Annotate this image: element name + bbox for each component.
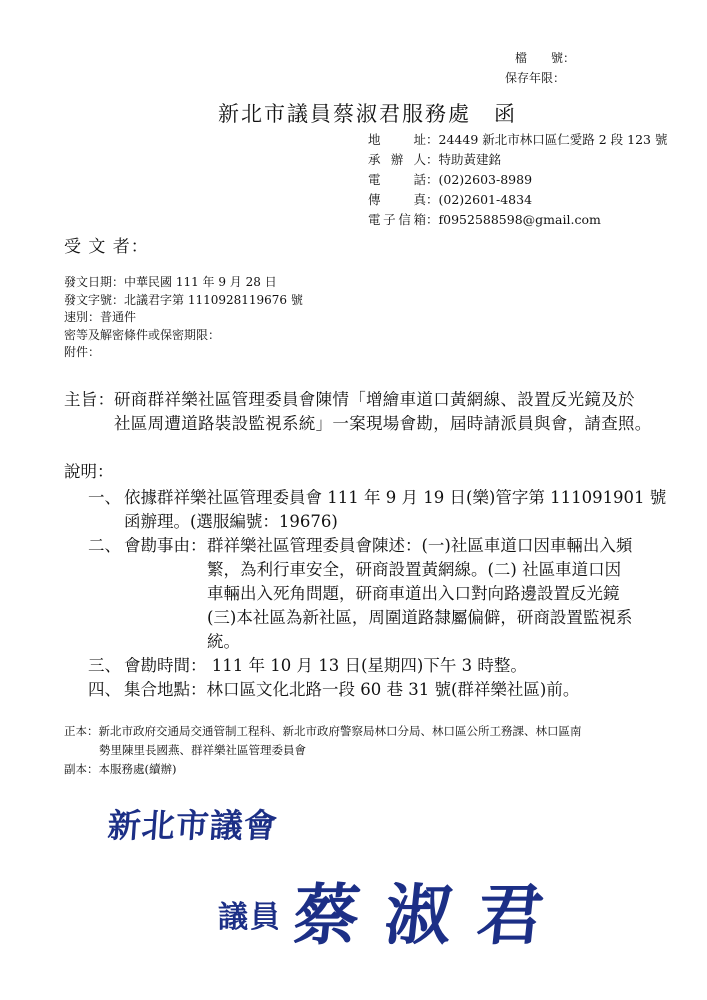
email-row: 電子信箱：f0952588598@gmail.com: [368, 210, 668, 230]
fax-row: 傳 真：(02)2601-4834: [368, 190, 668, 210]
council-stamp: 新北市議會: [106, 806, 280, 845]
item-line: 繁，為利行車安全，研商設置黃網線。(二) 社區車道口因: [207, 560, 622, 579]
item-lead: 會勘事由：: [124, 536, 207, 555]
item-line: (三)本社區為新社區，周圍道路隸屬偏僻，研商設置監視系: [207, 608, 633, 627]
subject-line-1: 研商群祥樂社區管理委員會陳情「增繪車道口黃網線、設置反光鏡及於: [114, 390, 635, 409]
explanation-label: 說明：: [64, 462, 114, 481]
document-meta: [64, 274, 303, 362]
item-number: 二、: [88, 536, 121, 555]
item-number: 一、: [88, 488, 121, 507]
issue-number: 發文字號：北議君字第 1110928119676 號: [64, 292, 303, 307]
address-row: 地 址：24449 新北市林口區仁愛路 2 段 123 號: [368, 130, 668, 150]
phone-value: (02)2603-8989: [438, 172, 533, 187]
item-line: 群祥樂社區管理委員會陳述：(一)社區車道口因車輛出入頻: [207, 536, 633, 555]
secondary-recipients: 副本：本服務處(續辦): [64, 762, 177, 776]
item-line: 依據群祥樂社區管理委員會 111 年 9 月 19 日(樂)管字第 111091901 號: [124, 488, 667, 507]
item-line: 會勘時間： 111 年 10 月 13 日(星期四)下午 3 時整。: [124, 656, 527, 675]
item-line: 集合地點：林口區文化北路一段 60 巷 31 號(群祥樂社區)前。: [124, 680, 580, 699]
primary-recipients: 正本：新北市政府交通局交通管制工程科、新北市政府警察局林口分局、林口區公所工務課、林口區南: [64, 724, 582, 738]
fax-value: (02)2601-4834: [438, 192, 533, 207]
recipient-label: 受 文 者：: [64, 237, 149, 257]
file-number-label: 檔 號：: [515, 51, 576, 65]
handler-row: 承 辦 人：特助黃建銘: [368, 150, 668, 170]
phone-label: 電 話: [368, 172, 426, 187]
subject-line-2: 社區周遭道路裝設監視系統」一案現場會勘，屆時請派員與會，請查照。: [114, 414, 652, 433]
attachment: 附件：: [64, 345, 101, 359]
handler-value: 特助黃建銘: [438, 152, 502, 167]
fax-label: 傳 真: [368, 192, 426, 207]
primary-recipients-cont: 勢里陳里長國燕、群祥樂社區管理委員會: [99, 743, 306, 757]
archive-block: [505, 50, 685, 86]
subject-label: 主旨：: [64, 390, 115, 409]
phone-row: 電 話：(02)2603-8989: [368, 170, 668, 190]
secrecy: 密等及解密條件或保密期限：: [64, 327, 221, 342]
item-number: 三、: [88, 656, 121, 675]
item-line: 函辦理。(選服編號：19676): [124, 512, 338, 531]
councilor-name-signature: 蔡淑君: [289, 876, 574, 954]
copies-block: [64, 722, 582, 779]
page-title: 新北市議員蔡淑君服務處 函: [218, 102, 517, 126]
retention-label: 保存年限：: [505, 71, 566, 85]
speed: 速別：普通件: [64, 310, 137, 324]
address-value: 24449 新北市林口區仁愛路 2 段 123 號: [438, 132, 668, 147]
email-value: f0952588598@gmail.com: [438, 212, 601, 227]
councilor-title-stamp: 議員: [218, 900, 282, 935]
item-line: 統。: [207, 632, 240, 651]
item-number: 四、: [88, 680, 121, 699]
item-line: 車輛出入死角問題，研商車道出入口對向路邊設置反光鏡: [207, 584, 620, 603]
issue-date: 發文日期：中華民國 111 年 9 月 28 日: [64, 275, 277, 289]
handler-label: 承 辦 人: [368, 152, 426, 167]
address-label: 地 址: [368, 132, 426, 147]
sender-info: [368, 130, 668, 230]
email-label: 電子信箱: [368, 212, 426, 227]
